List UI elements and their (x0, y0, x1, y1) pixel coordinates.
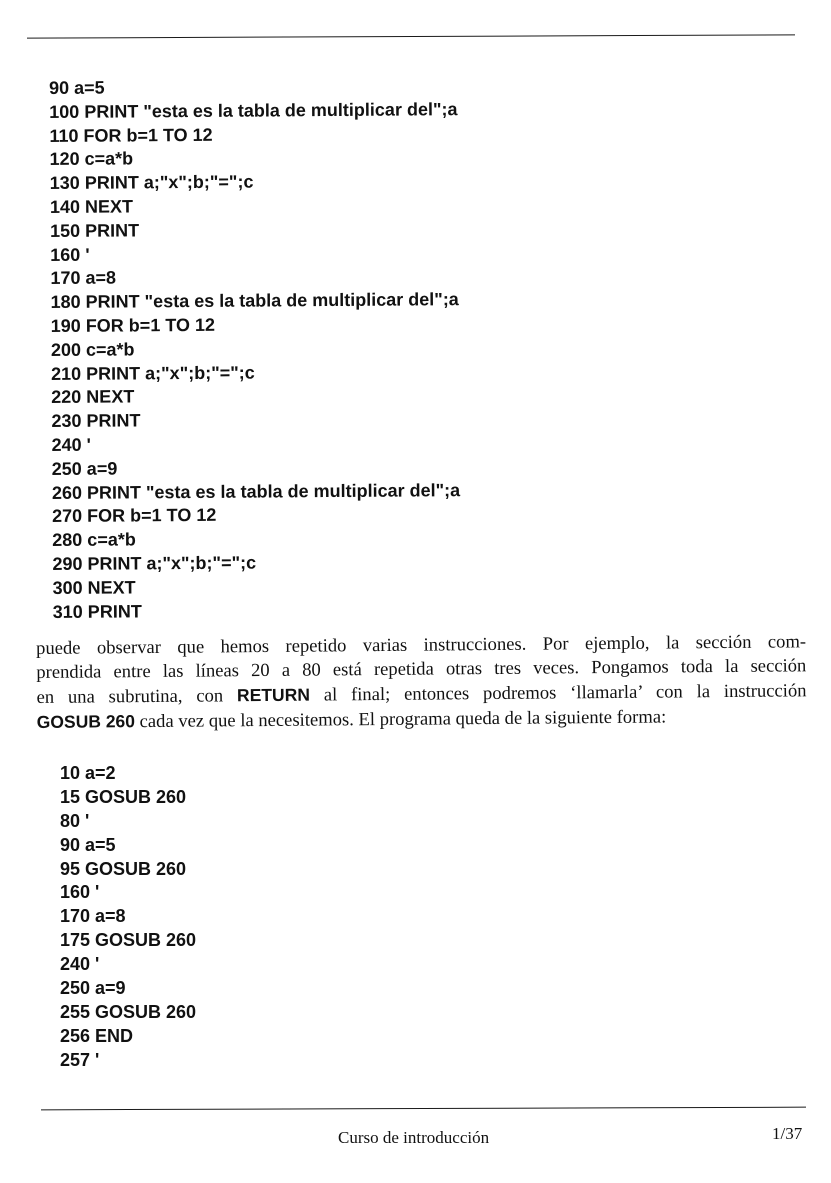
paragraph-text: cada vez que la necesitemos. El programa queda de la siguiente forma: (134, 706, 667, 733)
body-paragraph (36, 630, 807, 735)
paragraph-text: al final; entonces podremos ‘llamarla’ con la instrucción (309, 680, 807, 706)
code-line: 130 PRINT a;"x";b;"=";c (49, 171, 254, 194)
code-line: 220 NEXT (51, 386, 135, 408)
code-listing-2 (60, 762, 196, 1073)
code-line: 290 PRINT a;"x";b;"=";c (52, 552, 257, 574)
code-line: 160 ' (50, 244, 90, 265)
keyword-return: RETURN (236, 684, 311, 706)
footer-title: Curso de introducción (338, 1128, 490, 1147)
code-line: 255 GOSUB 260 (60, 1001, 197, 1022)
code-line: 180 PRINT "esta es la tabla de multiplicar del";a (50, 289, 459, 313)
code-line: 310 PRINT (52, 600, 142, 622)
code-line: 150 PRINT (50, 220, 140, 241)
paragraph-line (37, 703, 807, 735)
code-line: 200 c=a*b (50, 339, 135, 360)
code-line: 170 a=8 (60, 906, 126, 927)
code-line: 260 PRINT "esta es la tabla de multiplicar del";a (51, 479, 461, 503)
code-line: 190 FOR b=1 TO 12 (50, 314, 216, 336)
code-line: 120 c=a*b (49, 148, 134, 170)
code-line: 230 PRINT (51, 410, 141, 432)
code-line: 257 ' (60, 1049, 100, 1070)
code-line: 15 GOSUB 260 (60, 786, 187, 807)
code-line: 170 a=8 (50, 267, 117, 289)
header-rule (27, 34, 795, 38)
code-line: 240 ' (51, 434, 91, 455)
page-number: 1/37 (772, 1124, 803, 1143)
code-line: 240 ' (60, 954, 100, 975)
code-line: 90 a=5 (60, 834, 116, 855)
code-line: 100 PRINT "esta es la tabla de multiplicar del";a (49, 98, 458, 122)
code-line: 280 c=a*b (52, 529, 136, 551)
code-listing-1 (49, 74, 461, 624)
paragraph-line: prendida entre las líneas 20 a 80 está repetida otras tres veces. Pongamos toda la sección (36, 655, 807, 683)
code-line: 250 a=9 (60, 978, 126, 999)
code-line: 210 PRINT a;"x";b;"=";c (51, 362, 255, 384)
code-line: 10 a=2 (60, 763, 116, 783)
keyword-gosub: GOSUB 260 (36, 711, 136, 732)
code-line: 80 ' (60, 810, 90, 831)
code-line: 300 NEXT (52, 577, 136, 598)
code-line: 90 a=5 (49, 77, 105, 98)
code-line: 140 NEXT (49, 196, 134, 217)
code-line: 95 GOSUB 260 (60, 858, 187, 879)
paragraph-text: en una subrutina, con (36, 685, 238, 708)
code-line: 256 END (60, 1025, 134, 1046)
paragraph-line: puede observar que hemos repetido varias instrucciones. Por ejemplo, la sección com- (36, 631, 807, 659)
code-line: 110 FOR b=1 TO 12 (49, 124, 213, 146)
code-line: 160 ' (60, 882, 100, 903)
footer-rule (41, 1107, 806, 1111)
code-line: 270 FOR b=1 TO 12 (51, 505, 217, 527)
code-line: 175 GOSUB 260 (60, 930, 197, 951)
code-line: 250 a=9 (51, 458, 118, 479)
